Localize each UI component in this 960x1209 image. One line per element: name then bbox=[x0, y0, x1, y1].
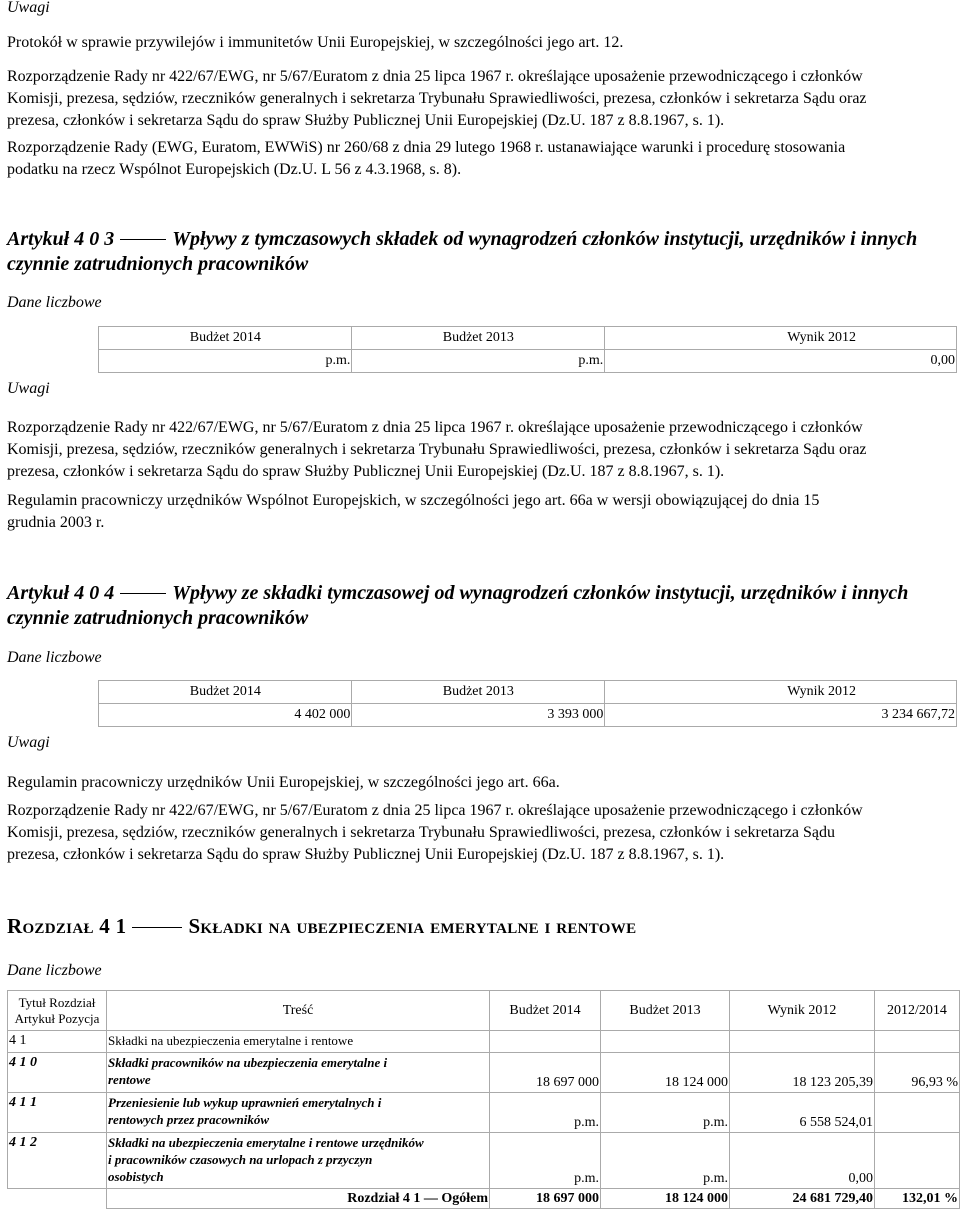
col-header-budget-2014: Budżet 2014 bbox=[99, 327, 352, 350]
figures-label: Dane liczbowe bbox=[7, 294, 102, 311]
col-header-budget-2013: Budżet 2013 bbox=[352, 681, 605, 704]
article-404-title bbox=[7, 580, 908, 606]
note-line: Rozporządzenie Rady nr 422/67/EWG, nr 5/67/Euratom z dnia 25 lipca 1967 r. określające uposażenie przewodniczącego i członków bbox=[7, 802, 863, 819]
note-line: grudnia 2003 r. bbox=[7, 514, 105, 531]
article-403-title-cont: czynnie zatrudnionych pracowników bbox=[7, 253, 309, 275]
col-header-budget-2014: Budżet 2014 bbox=[490, 991, 601, 1031]
figures-label: Dane liczbowe bbox=[7, 649, 102, 666]
table-row: 4 1 Składki na ubezpieczenia emerytalne i rentowe bbox=[8, 1031, 960, 1053]
value-budget-2013: 3 393 000 bbox=[352, 704, 605, 727]
note-paragraph: Protokół w sprawie przywilejów i immunitetów Unii Europejskiej, w szczególności jego art. 12. bbox=[7, 34, 624, 51]
em-dash-rule bbox=[132, 927, 182, 928]
note-line: podatku na rzecz Wspólnot Europejskich (Dz.U. L 56 z 4.3.1968, s. 8). bbox=[7, 161, 462, 178]
table-row: 4 1 2 Składki na ubezpieczenia emerytalne i rentowe urzędników i pracowników czasowych na urlopach z przyczyn osobistych p.m. p.m. 0,00 bbox=[8, 1133, 960, 1189]
em-dash-rule bbox=[120, 593, 166, 594]
article-403-number: Artykuł 4 0 3 bbox=[7, 228, 115, 250]
note-line: Rozporządzenie Rady nr 422/67/EWG, nr 5/67/Euratom z dnia 25 lipca 1967 r. określające uposażenie przewodniczącego i członków bbox=[7, 419, 863, 436]
article-403-table bbox=[7, 326, 957, 373]
value-budget-2013: p.m. bbox=[352, 350, 605, 373]
note-line: prezesa, członków i sekretarza Sądu do spraw Służby Publicznej Unii Europejskiej (Dz.U. 187 z 8.8.1967, s. 1). bbox=[7, 846, 725, 863]
col-header-result-2012: Wynik 2012 bbox=[605, 327, 957, 350]
note-line: Rozporządzenie Rady (EWG, Euratom, EWWiS) nr 260/68 z dnia 29 lutego 1968 r. ustanawiające warunki i procedurę stosowania bbox=[7, 139, 846, 156]
article-404-table bbox=[7, 680, 957, 727]
chapter-41-table bbox=[7, 990, 960, 1209]
col-header-budget-2013: Budżet 2013 bbox=[352, 327, 605, 350]
article-403-title bbox=[7, 226, 917, 252]
col-header-code: Tytuł Rozdział Artykuł Pozycja bbox=[8, 991, 107, 1031]
article-403-heading: Wpływy z tymczasowych składek od wynagrodzeń członków instytucji, urzędników i innych bbox=[172, 228, 918, 250]
value-budget-2014: p.m. bbox=[99, 350, 352, 373]
table-row: 4 1 0 Składki pracowników na ubezpieczenia emerytalne i rentowe 18 697 000 18 124 000 18 123 205,39 96,93 % bbox=[8, 1053, 960, 1093]
chapter-41-number: Rozdział 4 1 bbox=[7, 914, 127, 938]
total-row: Rozdział 4 1 — Ogółem 18 697 000 18 124 000 24 681 729,40 132,01 % bbox=[8, 1189, 960, 1209]
note-line: Regulamin pracowniczy urzędników Unii Europejskiej, w szczególności jego art. 66a. bbox=[7, 774, 560, 791]
col-header-result-2012: Wynik 2012 bbox=[730, 991, 875, 1031]
article-404-heading: Wpływy ze składki tymczasowej od wynagrodzeń członków instytucji, urzędników i innych bbox=[172, 582, 909, 604]
chapter-41-title bbox=[7, 912, 636, 940]
note-line: Komisji, prezesa, sędziów, rzeczników generalnych i sekretarza Trybunału Sprawiedliwości, prezesa, członków i sekretarza Sądu oraz bbox=[7, 90, 867, 107]
note-line: Rozporządzenie Rady nr 422/67/EWG, nr 5/67/Euratom z dnia 25 lipca 1967 r. określające uposażenie przewodniczącego i członków bbox=[7, 68, 863, 85]
table-row: 4 1 1 Przeniesienie lub wykup uprawnień emerytalnych i rentowych przez pracowników p.m. p.m. 6 558 524,01 bbox=[8, 1093, 960, 1133]
value-result-2012: 0,00 bbox=[605, 350, 957, 373]
col-header-text: Treść bbox=[107, 991, 490, 1031]
article-404-title-cont: czynnie zatrudnionych pracowników bbox=[7, 607, 309, 629]
figures-label: Dane liczbowe bbox=[7, 962, 102, 979]
col-header-budget-2013: Budżet 2013 bbox=[601, 991, 730, 1031]
value-budget-2014: 4 402 000 bbox=[99, 704, 352, 727]
notes-heading: Uwagi bbox=[7, 0, 50, 16]
article-404-number: Artykuł 4 0 4 bbox=[7, 582, 115, 604]
note-line: prezesa, członków i sekretarza Sądu do spraw Służby Publicznej Unii Europejskiej (Dz.U. 187 z 8.8.1967, s. 1). bbox=[7, 112, 725, 129]
note-line: prezesa, członków i sekretarza Sądu do spraw Służby Publicznej Unii Europejskiej (Dz.U. 187 z 8.8.1967, s. 1). bbox=[7, 463, 725, 480]
note-line: Komisji, prezesa, sędziów, rzeczników generalnych i sekretarza Trybunału Sprawiedliwości, prezesa, członków i sekretarza Sądu bbox=[7, 824, 835, 841]
col-header-result-2012: Wynik 2012 bbox=[605, 681, 957, 704]
value-result-2012: 3 234 667,72 bbox=[605, 704, 957, 727]
em-dash-rule bbox=[120, 239, 166, 240]
chapter-41-heading: Składki na ubezpieczenia emerytalne i rentowe bbox=[188, 914, 637, 938]
col-header-budget-2014: Budżet 2014 bbox=[99, 681, 352, 704]
notes-heading: Uwagi bbox=[7, 380, 50, 397]
note-line: Komisji, prezesa, sędziów, rzeczników generalnych i sekretarza Trybunału Sprawiedliwości, prezesa, członków i sekretarza Sądu oraz bbox=[7, 441, 867, 458]
col-header-ratio: 2012/2014 bbox=[875, 991, 960, 1031]
note-line: Regulamin pracowniczy urzędników Wspólnot Europejskich, w szczególności jego art. 66a w wersji obowiązującej do dnia 15 bbox=[7, 492, 820, 509]
notes-heading: Uwagi bbox=[7, 734, 50, 751]
total-label: Rozdział 4 1 — Ogółem bbox=[107, 1189, 490, 1209]
